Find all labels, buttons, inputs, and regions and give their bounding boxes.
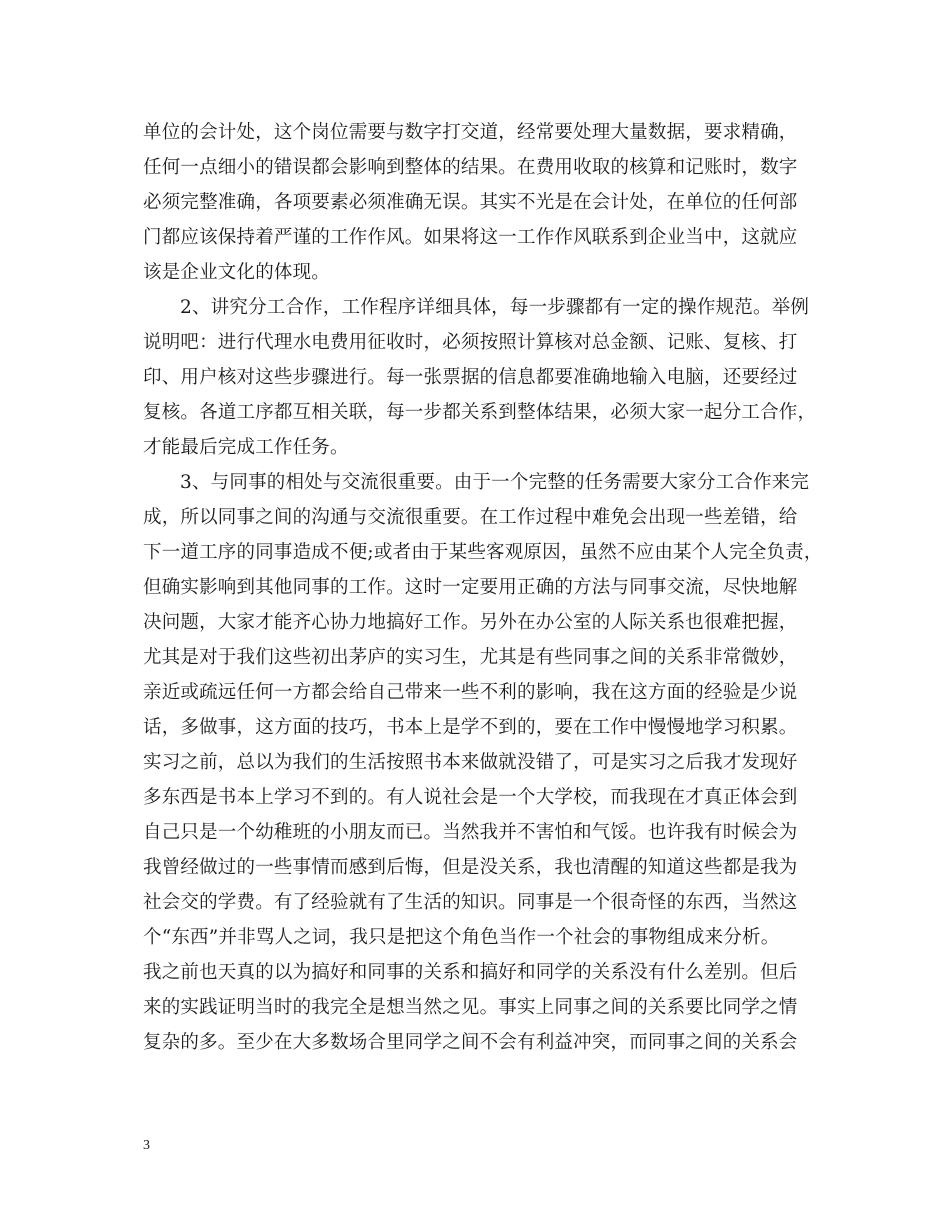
- text-line: 尤其是对于我们这些初出茅庐的实习生，尤其是有些同事之间的关系非常微妙，: [143, 647, 798, 668]
- text-line: 实习之前，总以为我们的生活按照书本来做就没错了，可是实习之后我才发现好: [143, 752, 798, 773]
- text-line: 说明吧：进行代理水电费用征收时，必须按照计算核对总金额、记账、复核、打: [143, 332, 798, 353]
- text-line: 来的实践证明当时的我完全是想当然之见。事实上同事之间的关系要比同学之情: [143, 997, 798, 1018]
- text-line: 社会交的学费。有了经验就有了生活的知识。同事是一个很奇怪的东西，当然这: [143, 892, 798, 913]
- text-line: 门都应该保持着严谨的工作作风。如果将这一工作作风联系到企业当中，这就应: [143, 227, 798, 248]
- body-text: [143, 115, 823, 1060]
- text-line: 决问题，大家才能齐心协力地搞好工作。另外在办公室的人际关系也很难把握，: [143, 612, 798, 633]
- text-line: 复核。各道工序都互相关联，每一步都关系到整体结果，必须大家一起分工合作，: [143, 402, 817, 423]
- text-line: 我曾经做过的一些事情而感到后悔，但是没关系，我也清醒的知道这些都是我为: [143, 857, 798, 878]
- text-line: 必须完整准确，各项要素必须准确无误。其实不光是在会计处，在单位的任何部: [143, 192, 798, 213]
- paragraph-start-line: 2、讲究分工合作，工作程序详细具体，每一步骤都有一定的操作规范。举例: [180, 297, 810, 318]
- text-line: 亲近或疏远任何一方都会给自己带来一些不利的影响，我在这方面的经验是少说: [143, 682, 798, 703]
- text-line: 下一道工序的同事造成不便;或者由于某些客观原因，虽然不应由某个人完全负责，: [143, 542, 823, 563]
- text-line: 成，所以同事之间的沟通与交流很重要。在工作过程中难免会出现一些差错，给: [143, 507, 798, 528]
- text-line: 但确实影响到其他同事的工作。这时一定要用正确的方法与同事交流，尽快地解: [143, 577, 798, 598]
- text-line: 复杂的多。至少在大多数场合里同学之间不会有利益冲突，而同事之间的关系会: [143, 1032, 798, 1053]
- text-line: 多东西是书本上学习不到的。有人说社会是一个大学校，而我现在才真正体会到: [143, 787, 798, 808]
- text-line: 才能最后完成工作任务。: [143, 437, 349, 458]
- page-number: 3: [143, 1138, 150, 1153]
- text-line: 印、用户核对这些步骤进行。每一张票据的信息都要准确地输入电脑，还要经过: [143, 367, 798, 388]
- text-line: 话，多做事，这方面的技巧，书本上是学不到的，要在工作中慢慢地学习积累。: [143, 717, 798, 738]
- text-line: 自己只是一个幼稚班的小朋友而已。当然我并不害怕和气馁。也许我有时候会为: [143, 822, 798, 843]
- text-line: 我之前也天真的以为搞好和同事的关系和搞好和同学的关系没有什么差别。但后: [143, 962, 798, 983]
- text-line: 单位的会计处，这个岗位需要与数字打交道，经常要处理大量数据，要求精确，: [143, 122, 798, 143]
- text-line: 个“东西”并非骂人之词，我只是把这个角色当作一个社会的事物组成来分析。: [143, 927, 780, 948]
- paragraph-start-line: 3、与同事的相处与交流很重要。由于一个完整的任务需要大家分工合作来完: [180, 472, 810, 493]
- text-line: 任何一点细小的错误都会影响到整体的结果。在费用收取的核算和记账时，数字: [143, 157, 798, 178]
- text-line: 该是企业文化的体现。: [143, 262, 331, 283]
